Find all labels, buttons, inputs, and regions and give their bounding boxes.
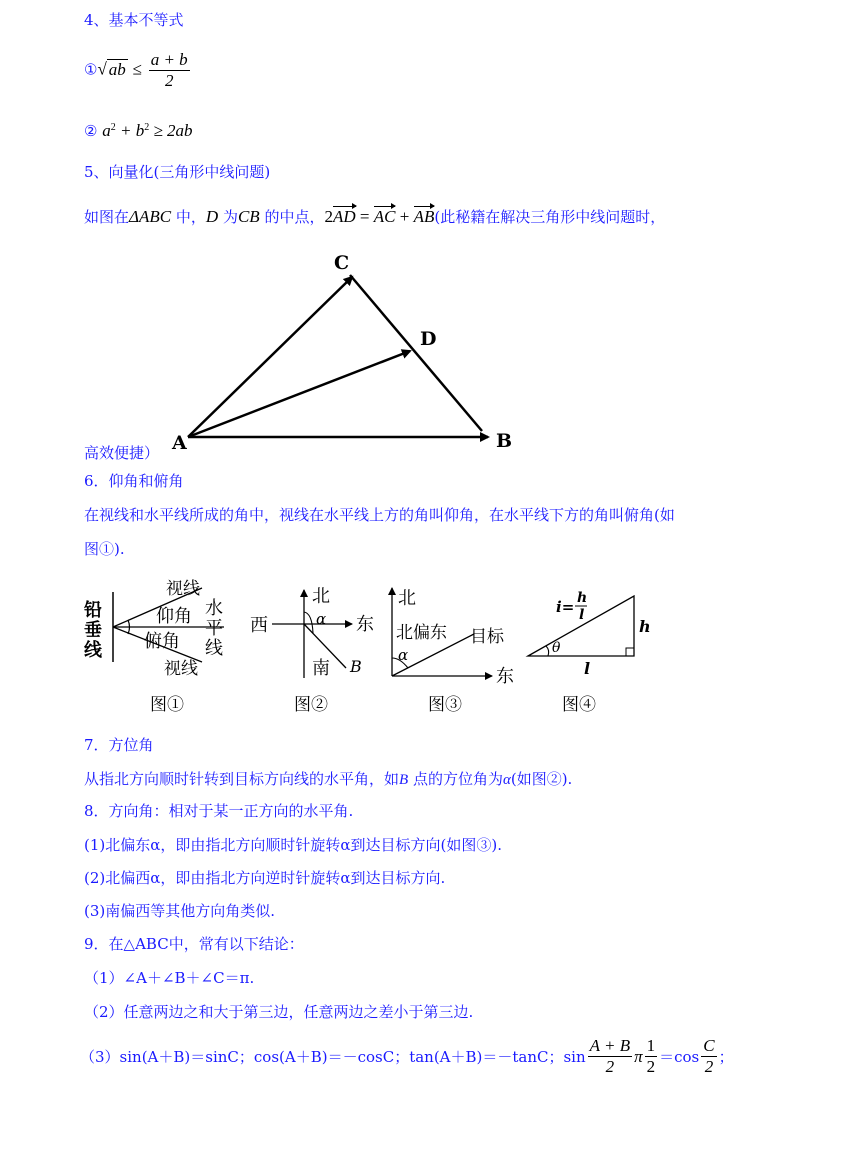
svg-text:α: α [316, 610, 327, 628]
caption-fig1: 图① [150, 695, 184, 715]
figure-3-direction-angle [392, 588, 514, 715]
svg-text:东: 东 [496, 666, 514, 687]
svg-text:平: 平 [205, 618, 223, 639]
svg-text:铅: 铅 [84, 600, 102, 621]
angle-figures [84, 570, 684, 722]
section-4-heading: 4、基本不等式 [84, 11, 184, 29]
figure-4-slope [528, 590, 651, 715]
section-6-p1: 在视线和水平线所成的角中，视线在水平线上方的角叫仰角，在水平线下方的角叫俯角(如 [84, 506, 675, 524]
svg-text:α: α [398, 646, 409, 664]
svg-text:北: 北 [398, 588, 416, 609]
section-8-item-3: (3)南偏西等其他方向角类似. [84, 902, 276, 920]
svg-text:俯角: 俯角 [144, 631, 180, 652]
sqrt-ab: ab [108, 59, 126, 79]
figure-2-azimuth [250, 586, 374, 715]
caption-fig2: 图② [294, 695, 328, 715]
triangle-figure [160, 245, 540, 460]
caption-fig4: 图④ [562, 695, 596, 715]
section-7-text: 从指北方向顺时针转到目标方向线的水平角，如B 点的方位角为α(如图②). [84, 770, 573, 788]
vector-AD-arrow [188, 351, 410, 437]
section-9-conclusion-2: （2）任意两边之和大于第三边，任意两边之差小于第三边. [84, 1003, 474, 1021]
figure-1-elevation-depression [84, 579, 224, 715]
fraction-c-over-2: $\frac{C}{2}$ [703, 1036, 715, 1076]
svg-text:目标: 目标 [470, 627, 504, 647]
section-5-tail: 高效便捷） [84, 444, 160, 462]
svg-text:北: 北 [312, 586, 330, 607]
vector-AD: AD [332, 207, 356, 226]
section-8-item-2: (2)北偏西α，即由指北方向逆时针旋转α到达目标方向. [84, 869, 446, 887]
svg-text:视线: 视线 [166, 579, 200, 599]
svg-text:l: l [579, 607, 585, 623]
section-6-heading: 6．仰角和俯角 [84, 472, 184, 490]
section-5-text: 如图在ΔABC 中，D 为CB 的中点，2AD = AC + AB(此秘籍在解决三角形中线问题时， [84, 207, 666, 226]
section-6-p2: 图①). [84, 540, 125, 558]
section-9-conclusion-3: （3）sin(A＋B)＝sinC；cos(A＋B)＝－cosC；tan(A＋B)＝－tanC；sin $\frac{A + B}{2}$ π $\frac{1}{2}$ ＝cos $\frac{C}{2}$ ； [80, 1036, 734, 1076]
svg-text:西: 西 [250, 615, 268, 636]
inequality-2: ② $a^2 + b^2 \ge 2ab$ [84, 121, 193, 140]
label-A: A [172, 432, 187, 454]
marker-1: ① [84, 60, 98, 79]
section-9-heading: 9．在△ABC中，常有以下结论： [84, 935, 304, 953]
svg-text:东: 东 [356, 614, 374, 635]
leq-sign: ≤ [132, 59, 142, 79]
svg-text:θ: θ [552, 640, 561, 656]
section-8-item-1: (1)北偏东α，即由指北方向顺时针旋转α到达目标方向(如图③). [84, 836, 502, 854]
vector-AC-arrow [188, 277, 352, 437]
svg-text:B: B [350, 657, 362, 676]
svg-text:仰角: 仰角 [156, 606, 192, 627]
label-D: D [420, 328, 437, 350]
label-C: C [334, 252, 350, 274]
svg-text:线: 线 [205, 638, 223, 659]
vector-AB: AB [413, 207, 435, 226]
svg-text:视线: 视线 [164, 659, 198, 679]
side-CB [350, 275, 482, 431]
section-5-heading: 5、向量化(三角形中线问题) [84, 163, 271, 181]
svg-text:垂: 垂 [84, 620, 102, 641]
fraction-a-plus-b-over-2: $\frac{A + B}{2}$ [589, 1036, 631, 1076]
svg-text:h: h [577, 590, 588, 606]
fraction-a-plus-b-over-2: $\frac{a + b}{2}$ [150, 50, 188, 90]
svg-text:h: h [639, 617, 651, 636]
section-9-conclusion-1: （1）∠A＋∠B＋∠C＝π. [84, 969, 255, 987]
svg-text:线: 线 [84, 640, 102, 661]
fraction-1-over-2: $\frac{1}{2}$ [646, 1036, 656, 1076]
svg-text:北偏东: 北偏东 [396, 623, 447, 643]
caption-fig3: 图③ [428, 695, 462, 715]
svg-text:南: 南 [312, 658, 330, 679]
section-7-heading: 7．方位角 [84, 736, 154, 754]
svg-text:l: l [584, 659, 591, 678]
section-8-heading: 8．方向角：相对于某一正方向的水平角. [84, 802, 354, 820]
vector-AC: AC [373, 207, 396, 226]
svg-text:i=: i= [556, 598, 575, 616]
label-B: B [496, 430, 513, 452]
inequality-1: ①√ ab ≤ $\frac{a + b}{2}$ [84, 50, 188, 90]
svg-text:水: 水 [205, 598, 223, 619]
marker-2: ② [84, 122, 98, 140]
